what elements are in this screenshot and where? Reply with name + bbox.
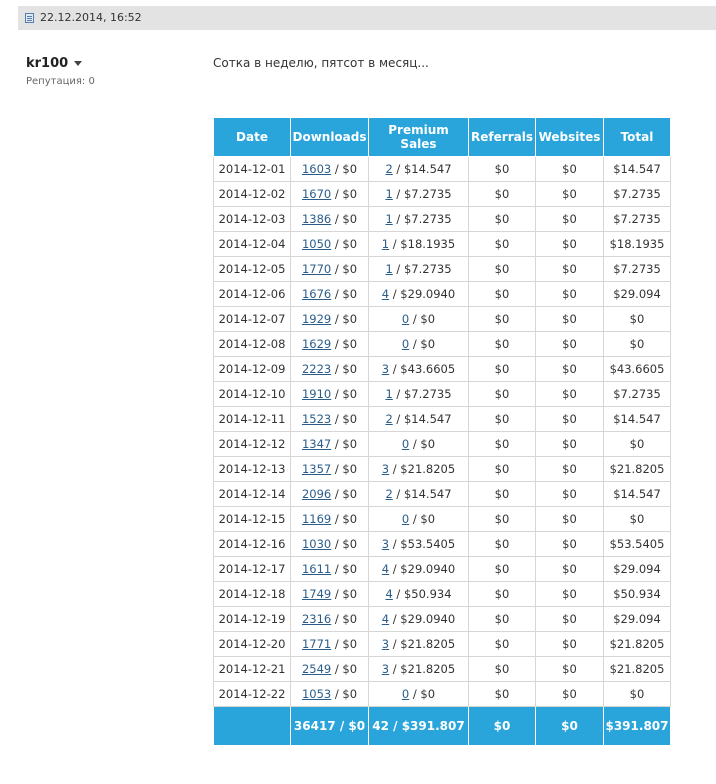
table-row bbox=[214, 307, 671, 332]
table-row bbox=[214, 407, 671, 432]
cell-date: 2014-12-18 bbox=[214, 582, 291, 607]
cell-total: $14.547 bbox=[604, 157, 671, 182]
premium-sales-amount: / $0 bbox=[409, 312, 436, 326]
table-row bbox=[214, 157, 671, 182]
table-row bbox=[214, 207, 671, 232]
cell-premium-sales bbox=[369, 382, 469, 407]
table-header-row bbox=[214, 118, 671, 157]
cell-date: 2014-12-17 bbox=[214, 557, 291, 582]
downloads-link[interactable]: 1676 bbox=[301, 287, 332, 301]
cell-downloads bbox=[291, 257, 369, 282]
author-label[interactable]: kr100 bbox=[26, 56, 69, 71]
cell-downloads bbox=[291, 157, 369, 182]
cell-date: 2014-12-06 bbox=[214, 282, 291, 307]
premium-sales-link[interactable]: 1 bbox=[385, 212, 393, 226]
premium-sales-amount: / $21.8205 bbox=[389, 662, 456, 676]
cell-referrals: $0 bbox=[469, 532, 536, 557]
premium-sales-link[interactable]: 1 bbox=[385, 387, 393, 401]
column-header-total: Total bbox=[604, 118, 671, 157]
cell-websites: $0 bbox=[536, 457, 604, 482]
cell-downloads bbox=[291, 632, 369, 657]
premium-sales-link[interactable]: 0 bbox=[401, 312, 410, 326]
cell-referrals: $0 bbox=[469, 507, 536, 532]
premium-sales-link[interactable]: 2 bbox=[385, 487, 393, 501]
premium-sales-link[interactable]: 3 bbox=[381, 462, 390, 476]
cell-premium-sales bbox=[369, 482, 469, 507]
downloads-link[interactable]: 1053 bbox=[301, 687, 332, 701]
downloads-link[interactable]: 1603 bbox=[301, 162, 332, 176]
premium-sales-link[interactable]: 0 bbox=[401, 687, 410, 701]
downloads-amount: / $0 bbox=[331, 162, 358, 176]
downloads-link[interactable]: 2316 bbox=[301, 612, 332, 626]
cell-total: $43.6605 bbox=[604, 357, 671, 382]
cell-websites: $0 bbox=[536, 332, 604, 357]
cell-date: 2014-12-02 bbox=[214, 182, 291, 207]
cell-referrals: $0 bbox=[469, 482, 536, 507]
cell-downloads bbox=[291, 482, 369, 507]
cell-total: $0 bbox=[604, 507, 671, 532]
cell-downloads bbox=[291, 182, 369, 207]
footer-date bbox=[214, 707, 291, 746]
column-header-date: Date bbox=[214, 118, 291, 157]
column-header-referrals: Referrals bbox=[469, 118, 536, 157]
cell-downloads bbox=[291, 457, 369, 482]
cell-date: 2014-12-01 bbox=[214, 157, 291, 182]
cell-premium-sales bbox=[369, 632, 469, 657]
downloads-amount: / $0 bbox=[331, 512, 358, 526]
cell-downloads bbox=[291, 682, 369, 707]
cell-total: $18.1935 bbox=[604, 232, 671, 257]
premium-sales-amount: / $14.547 bbox=[392, 162, 452, 176]
cell-premium-sales bbox=[369, 557, 469, 582]
downloads-link[interactable]: 2549 bbox=[301, 662, 332, 676]
downloads-amount: / $0 bbox=[331, 537, 358, 551]
footer-websites: $0 bbox=[536, 707, 604, 746]
premium-sales-link[interactable]: 3 bbox=[381, 362, 390, 376]
table-row bbox=[214, 482, 671, 507]
cell-date: 2014-12-05 bbox=[214, 257, 291, 282]
downloads-link[interactable]: 1386 bbox=[301, 212, 332, 226]
table-row bbox=[214, 682, 671, 707]
table-row bbox=[214, 457, 671, 482]
premium-sales-amount: / $29.0940 bbox=[389, 612, 456, 626]
premium-sales-link[interactable]: 1 bbox=[385, 187, 393, 201]
premium-sales-amount: / $18.1935 bbox=[389, 237, 456, 251]
cell-date: 2014-12-08 bbox=[214, 332, 291, 357]
cell-premium-sales bbox=[369, 232, 469, 257]
downloads-link[interactable]: 1670 bbox=[301, 187, 332, 201]
downloads-amount: / $0 bbox=[331, 287, 358, 301]
table-row bbox=[214, 582, 671, 607]
cell-date: 2014-12-22 bbox=[214, 682, 291, 707]
downloads-link[interactable]: 1050 bbox=[301, 237, 332, 251]
downloads-amount: / $0 bbox=[331, 587, 358, 601]
table-row bbox=[214, 282, 671, 307]
cell-premium-sales bbox=[369, 357, 469, 382]
cell-websites: $0 bbox=[536, 407, 604, 432]
cell-websites: $0 bbox=[536, 307, 604, 332]
cell-total: $7.2735 bbox=[604, 382, 671, 407]
premium-sales-amount: / $50.934 bbox=[392, 587, 452, 601]
cell-date: 2014-12-04 bbox=[214, 232, 291, 257]
author-name[interactable] bbox=[26, 56, 82, 71]
cell-referrals: $0 bbox=[469, 582, 536, 607]
premium-sales-link[interactable]: 4 bbox=[381, 562, 390, 576]
premium-sales-link[interactable]: 2 bbox=[385, 162, 393, 176]
cell-downloads bbox=[291, 232, 369, 257]
post-header-bar bbox=[18, 6, 716, 30]
column-header-downloads: Downloads bbox=[291, 118, 369, 157]
cell-total: $29.094 bbox=[604, 607, 671, 632]
premium-sales-link[interactable]: 1 bbox=[381, 237, 390, 251]
table-row bbox=[214, 532, 671, 557]
cell-date: 2014-12-21 bbox=[214, 657, 291, 682]
cell-total: $7.2735 bbox=[604, 207, 671, 232]
cell-referrals: $0 bbox=[469, 332, 536, 357]
downloads-amount: / $0 bbox=[331, 462, 358, 476]
premium-sales-link[interactable]: 3 bbox=[381, 537, 390, 551]
cell-date: 2014-12-10 bbox=[214, 382, 291, 407]
cell-premium-sales bbox=[369, 507, 469, 532]
premium-sales-amount: / $14.547 bbox=[392, 412, 452, 426]
cell-premium-sales bbox=[369, 582, 469, 607]
chevron-down-icon[interactable] bbox=[74, 61, 82, 66]
cell-websites: $0 bbox=[536, 582, 604, 607]
downloads-link[interactable]: 1357 bbox=[301, 462, 332, 476]
cell-websites: $0 bbox=[536, 557, 604, 582]
cell-date: 2014-12-07 bbox=[214, 307, 291, 332]
downloads-link[interactable]: 1347 bbox=[301, 437, 332, 451]
premium-sales-link[interactable]: 3 bbox=[381, 662, 390, 676]
cell-premium-sales bbox=[369, 257, 469, 282]
cell-websites: $0 bbox=[536, 157, 604, 182]
cell-total: $50.934 bbox=[604, 582, 671, 607]
cell-downloads bbox=[291, 657, 369, 682]
cell-total: $7.2735 bbox=[604, 182, 671, 207]
cell-websites: $0 bbox=[536, 607, 604, 632]
cell-downloads bbox=[291, 532, 369, 557]
table-row bbox=[214, 332, 671, 357]
table-row bbox=[214, 232, 671, 257]
cell-websites: $0 bbox=[536, 432, 604, 457]
cell-websites: $0 bbox=[536, 632, 604, 657]
premium-sales-amount: / $7.2735 bbox=[392, 262, 452, 276]
premium-sales-amount: / $7.2735 bbox=[392, 387, 452, 401]
table-row bbox=[214, 632, 671, 657]
cell-premium-sales bbox=[369, 407, 469, 432]
premium-sales-link[interactable]: 0 bbox=[401, 337, 410, 351]
premium-sales-link[interactable]: 0 bbox=[401, 512, 410, 526]
document-icon bbox=[25, 13, 34, 23]
cell-date: 2014-12-03 bbox=[214, 207, 291, 232]
cell-premium-sales bbox=[369, 332, 469, 357]
table-row bbox=[214, 607, 671, 632]
cell-premium-sales bbox=[369, 282, 469, 307]
premium-sales-amount: / $43.6605 bbox=[389, 362, 456, 376]
cell-downloads bbox=[291, 332, 369, 357]
cell-total: $21.8205 bbox=[604, 632, 671, 657]
downloads-amount: / $0 bbox=[331, 362, 358, 376]
post-text: Сотка в неделю, пятсот в месяц... bbox=[213, 56, 429, 70]
footer-premium-sales: 42 / $391.807 bbox=[369, 707, 469, 746]
downloads-amount: / $0 bbox=[331, 487, 358, 501]
premium-sales-amount: / $7.2735 bbox=[392, 187, 452, 201]
downloads-link[interactable]: 1169 bbox=[301, 512, 332, 526]
downloads-amount: / $0 bbox=[331, 187, 358, 201]
cell-downloads bbox=[291, 207, 369, 232]
earnings-table bbox=[213, 117, 671, 746]
premium-sales-amount: / $7.2735 bbox=[392, 212, 452, 226]
cell-downloads bbox=[291, 582, 369, 607]
premium-sales-amount: / $21.8205 bbox=[389, 462, 456, 476]
downloads-link[interactable]: 1771 bbox=[301, 637, 332, 651]
cell-downloads bbox=[291, 607, 369, 632]
cell-referrals: $0 bbox=[469, 632, 536, 657]
premium-sales-amount: / $21.8205 bbox=[389, 637, 456, 651]
premium-sales-amount: / $0 bbox=[409, 687, 436, 701]
downloads-amount: / $0 bbox=[331, 662, 358, 676]
table-row bbox=[214, 657, 671, 682]
premium-sales-amount: / $29.0940 bbox=[389, 562, 456, 576]
cell-referrals: $0 bbox=[469, 457, 536, 482]
downloads-amount: / $0 bbox=[331, 312, 358, 326]
downloads-link[interactable]: 1910 bbox=[301, 387, 332, 401]
downloads-link[interactable]: 1629 bbox=[301, 337, 332, 351]
cell-premium-sales bbox=[369, 457, 469, 482]
downloads-link[interactable]: 1929 bbox=[301, 312, 332, 326]
downloads-amount: / $0 bbox=[331, 262, 358, 276]
cell-websites: $0 bbox=[536, 207, 604, 232]
post-date: 22.12.2014, 16:52 bbox=[40, 11, 142, 24]
cell-websites: $0 bbox=[536, 657, 604, 682]
cell-referrals: $0 bbox=[469, 307, 536, 332]
cell-total: $0 bbox=[604, 332, 671, 357]
premium-sales-link[interactable]: 0 bbox=[401, 437, 410, 451]
downloads-amount: / $0 bbox=[331, 437, 358, 451]
cell-premium-sales bbox=[369, 607, 469, 632]
table-row bbox=[214, 557, 671, 582]
cell-premium-sales bbox=[369, 432, 469, 457]
cell-referrals: $0 bbox=[469, 607, 536, 632]
premium-sales-amount: / $53.5405 bbox=[389, 537, 456, 551]
table-row bbox=[214, 507, 671, 532]
cell-downloads bbox=[291, 307, 369, 332]
cell-date: 2014-12-19 bbox=[214, 607, 291, 632]
table-row bbox=[214, 432, 671, 457]
downloads-link[interactable]: 1030 bbox=[301, 537, 332, 551]
downloads-amount: / $0 bbox=[331, 562, 358, 576]
cell-downloads bbox=[291, 507, 369, 532]
column-header-premium-sales: Premium Sales bbox=[369, 118, 469, 157]
cell-websites: $0 bbox=[536, 682, 604, 707]
premium-sales-link[interactable]: 1 bbox=[385, 262, 393, 276]
downloads-amount: / $0 bbox=[331, 387, 358, 401]
cell-downloads bbox=[291, 432, 369, 457]
downloads-amount: / $0 bbox=[331, 637, 358, 651]
cell-total: $7.2735 bbox=[604, 257, 671, 282]
downloads-link[interactable]: 1523 bbox=[301, 412, 332, 426]
cell-total: $14.547 bbox=[604, 407, 671, 432]
cell-premium-sales bbox=[369, 157, 469, 182]
cell-referrals: $0 bbox=[469, 382, 536, 407]
cell-premium-sales bbox=[369, 182, 469, 207]
cell-referrals: $0 bbox=[469, 157, 536, 182]
cell-total: $0 bbox=[604, 682, 671, 707]
reputation: Репутация: 0 bbox=[26, 76, 95, 87]
cell-total: $53.5405 bbox=[604, 532, 671, 557]
cell-websites: $0 bbox=[536, 232, 604, 257]
downloads-link[interactable]: 1770 bbox=[301, 262, 332, 276]
cell-date: 2014-12-13 bbox=[214, 457, 291, 482]
cell-premium-sales bbox=[369, 682, 469, 707]
cell-total: $0 bbox=[604, 307, 671, 332]
footer-downloads: 36417 / $0 bbox=[291, 707, 369, 746]
premium-sales-link[interactable]: 2 bbox=[385, 412, 393, 426]
cell-total: $0 bbox=[604, 432, 671, 457]
cell-referrals: $0 bbox=[469, 432, 536, 457]
premium-sales-link[interactable]: 3 bbox=[381, 637, 390, 651]
table-row bbox=[214, 357, 671, 382]
cell-date: 2014-12-12 bbox=[214, 432, 291, 457]
cell-premium-sales bbox=[369, 657, 469, 682]
cell-date: 2014-12-20 bbox=[214, 632, 291, 657]
cell-referrals: $0 bbox=[469, 682, 536, 707]
table-row bbox=[214, 382, 671, 407]
downloads-link[interactable]: 1611 bbox=[301, 562, 332, 576]
downloads-link[interactable]: 1749 bbox=[301, 587, 332, 601]
cell-websites: $0 bbox=[536, 507, 604, 532]
cell-downloads bbox=[291, 357, 369, 382]
cell-total: $29.094 bbox=[604, 557, 671, 582]
cell-date: 2014-12-16 bbox=[214, 532, 291, 557]
cell-date: 2014-12-09 bbox=[214, 357, 291, 382]
premium-sales-amount: / $29.0940 bbox=[389, 287, 456, 301]
premium-sales-link[interactable]: 4 bbox=[381, 612, 390, 626]
premium-sales-amount: / $0 bbox=[409, 437, 436, 451]
cell-websites: $0 bbox=[536, 282, 604, 307]
cell-total: $21.8205 bbox=[604, 657, 671, 682]
premium-sales-link[interactable]: 4 bbox=[381, 287, 390, 301]
cell-websites: $0 bbox=[536, 482, 604, 507]
cell-referrals: $0 bbox=[469, 357, 536, 382]
cell-downloads bbox=[291, 382, 369, 407]
downloads-link[interactable]: 2096 bbox=[301, 487, 332, 501]
cell-date: 2014-12-14 bbox=[214, 482, 291, 507]
cell-websites: $0 bbox=[536, 182, 604, 207]
table-footer-row bbox=[214, 707, 671, 746]
premium-sales-amount: / $0 bbox=[409, 337, 436, 351]
cell-referrals: $0 bbox=[469, 207, 536, 232]
column-header-websites: Websites bbox=[536, 118, 604, 157]
cell-websites: $0 bbox=[536, 257, 604, 282]
cell-total: $21.8205 bbox=[604, 457, 671, 482]
cell-websites: $0 bbox=[536, 382, 604, 407]
footer-referrals: $0 bbox=[469, 707, 536, 746]
cell-premium-sales bbox=[369, 532, 469, 557]
cell-referrals: $0 bbox=[469, 557, 536, 582]
downloads-amount: / $0 bbox=[331, 687, 358, 701]
cell-referrals: $0 bbox=[469, 232, 536, 257]
cell-referrals: $0 bbox=[469, 182, 536, 207]
downloads-amount: / $0 bbox=[331, 412, 358, 426]
downloads-link[interactable]: 2223 bbox=[301, 362, 332, 376]
table-row bbox=[214, 257, 671, 282]
cell-date: 2014-12-15 bbox=[214, 507, 291, 532]
cell-downloads bbox=[291, 282, 369, 307]
downloads-amount: / $0 bbox=[331, 212, 358, 226]
cell-downloads bbox=[291, 557, 369, 582]
cell-referrals: $0 bbox=[469, 407, 536, 432]
cell-referrals: $0 bbox=[469, 257, 536, 282]
cell-referrals: $0 bbox=[469, 282, 536, 307]
downloads-amount: / $0 bbox=[331, 612, 358, 626]
cell-date: 2014-12-11 bbox=[214, 407, 291, 432]
cell-total: $29.094 bbox=[604, 282, 671, 307]
cell-websites: $0 bbox=[536, 357, 604, 382]
table-row bbox=[214, 182, 671, 207]
cell-premium-sales bbox=[369, 307, 469, 332]
cell-downloads bbox=[291, 407, 369, 432]
premium-sales-link[interactable]: 4 bbox=[385, 587, 393, 601]
premium-sales-amount: / $0 bbox=[409, 512, 436, 526]
downloads-amount: / $0 bbox=[331, 337, 358, 351]
cell-websites: $0 bbox=[536, 532, 604, 557]
cell-total: $14.547 bbox=[604, 482, 671, 507]
downloads-amount: / $0 bbox=[331, 237, 358, 251]
cell-referrals: $0 bbox=[469, 657, 536, 682]
cell-premium-sales bbox=[369, 207, 469, 232]
footer-total: $391.807 bbox=[604, 707, 671, 746]
premium-sales-amount: / $14.547 bbox=[392, 487, 452, 501]
